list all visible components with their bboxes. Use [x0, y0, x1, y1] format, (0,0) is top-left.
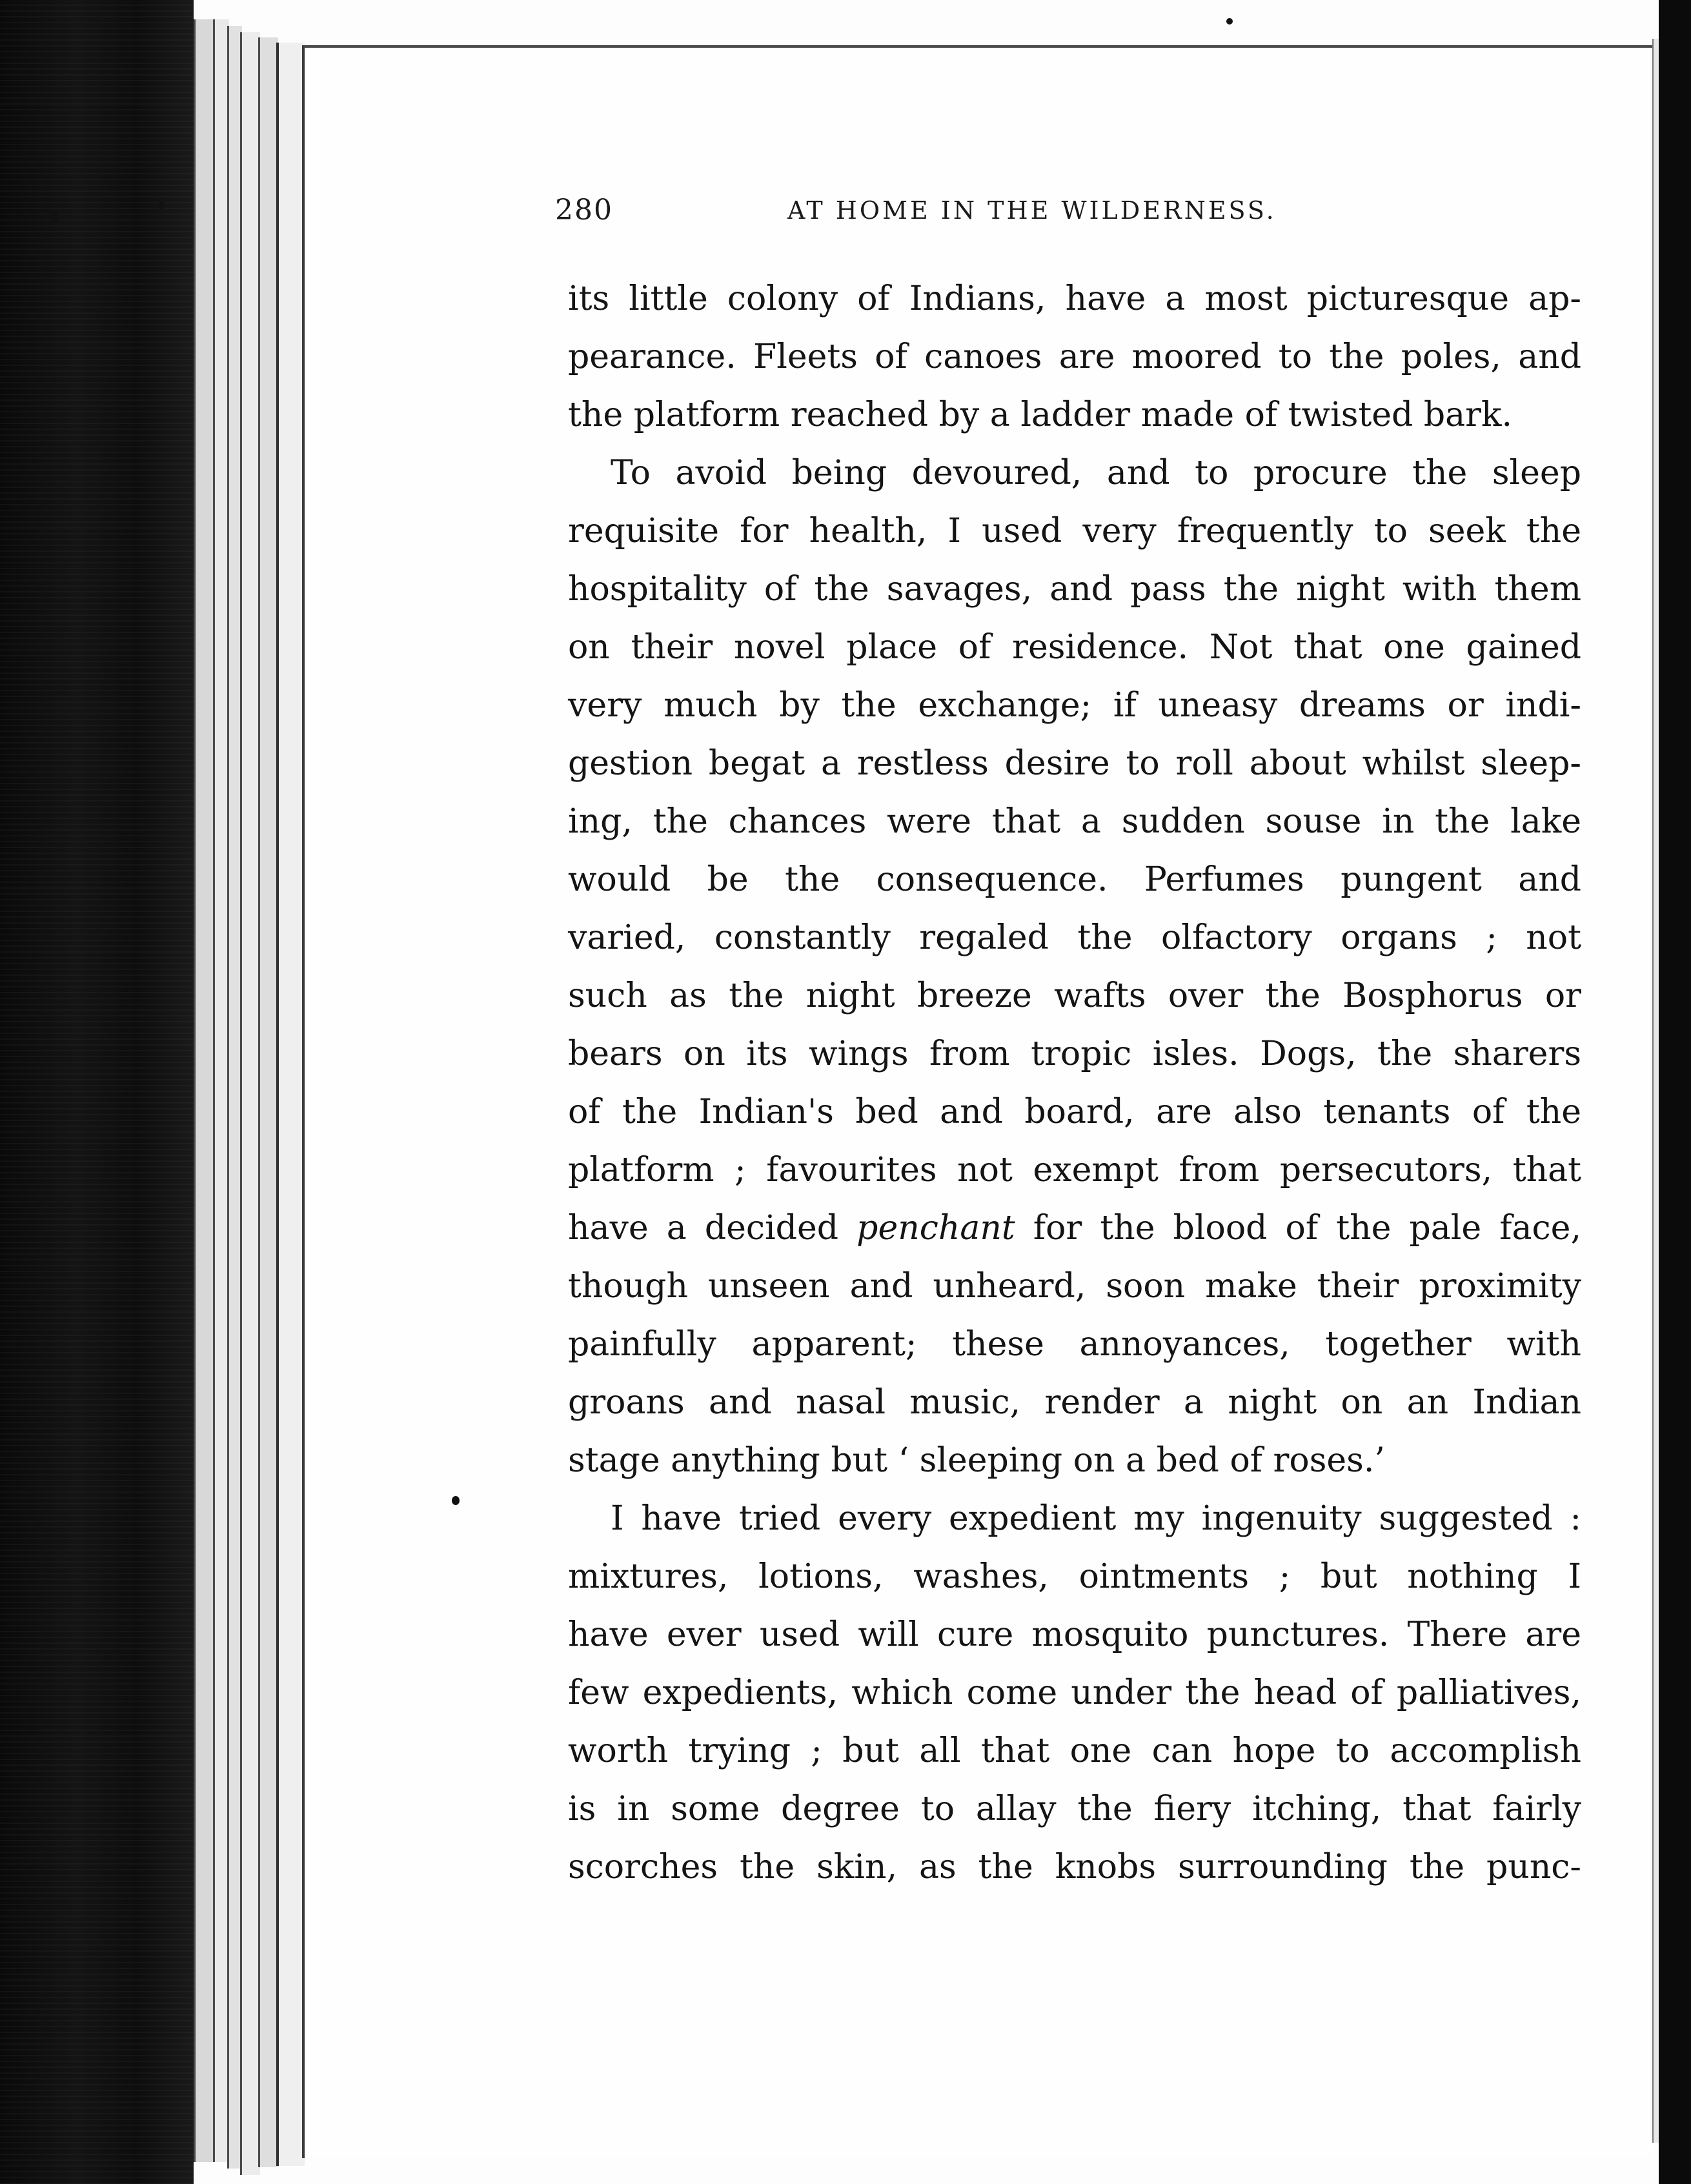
ink-speck [452, 1496, 460, 1505]
text-line: the platform reached by a ladder made of twisted bark. [568, 396, 1513, 434]
text-run: have a decided [568, 1209, 857, 1248]
text-line: worth trying ; but all that one can hope to accomplish [568, 1732, 1581, 1770]
text-line: bears on its wings from tropic isles. Dogs, the sharers [568, 1035, 1581, 1073]
scan-right-border [1659, 0, 1691, 2184]
binding-texture [0, 0, 194, 2184]
text-line: such as the night breeze wafts over the Bosphorus or [568, 976, 1581, 1015]
text-line: requisite for health, I used very frequently to seek the [568, 512, 1581, 551]
text-line: scorches the skin, as the knobs surrounding the punc- [568, 1848, 1581, 1886]
text-line: gestion begat a restless desire to roll about whilst sleep- [568, 744, 1581, 783]
text-line-with-italic [568, 1199, 1581, 1257]
text-line: would be the consequence. Perfumes pungent and [568, 860, 1581, 899]
running-header [555, 194, 1362, 239]
text-line: To avoid being devoured, and to procure the sleep [611, 454, 1581, 492]
text-line: very much by the exchange; if uneasy dreams or indi- [568, 686, 1581, 725]
ink-speck [50, 213, 59, 222]
running-title: AT HOME IN THE WILDERNESS. [787, 196, 1277, 225]
text-line: pearance. Fleets of canoes are moored to the poles, and [568, 338, 1581, 376]
text-line: is in some degree to allay the fiery itching, that fairly [568, 1790, 1581, 1828]
text-line: on their novel place of residence. Not that one gained [568, 628, 1581, 667]
text-line: its little colony of Indians, have a most picturesque ap- [568, 279, 1581, 318]
text-line: hospitality of the savages, and pass the night with them [568, 570, 1581, 609]
ink-speck [158, 201, 165, 209]
page-edge [276, 43, 305, 2166]
page-edge [240, 32, 260, 2175]
body-text [568, 270, 1581, 1896]
text-line: few expedients, which come under the head of palliatives, [568, 1673, 1581, 1712]
text-line: though unseen and unheard, soon make their proximity [568, 1267, 1581, 1306]
text-line: of the Indian's bed and board, are also tenants of the [568, 1093, 1581, 1131]
text-run: for the blood of the pale face, [1015, 1209, 1581, 1248]
ink-speck [1226, 18, 1233, 25]
page-number: 280 [555, 194, 613, 227]
text-line: ing, the chances were that a sudden souse in the lake [568, 802, 1581, 841]
text-line: I have tried every expedient my ingenuity suggested : [611, 1499, 1581, 1538]
page-edge [258, 37, 278, 2167]
page-edge [194, 19, 215, 2162]
text-line: have ever used will cure mosquito punctures. There are [568, 1615, 1581, 1654]
text-line: varied, constantly regaled the olfactory organs ; not [568, 918, 1581, 957]
text-line: stage anything but ‘ sleeping on a bed of roses.’ [568, 1441, 1385, 1480]
text-line: groans and nasal music, render a night on an Indian [568, 1383, 1581, 1422]
italic-word: penchant [856, 1209, 1015, 1248]
text-line: mixtures, lotions, washes, ointments ; but nothing I [568, 1557, 1581, 1596]
text-line: painfully apparent; these annoyances, together with [568, 1325, 1581, 1364]
text-line: platform ; favourites not exempt from persecutors, that [568, 1151, 1581, 1189]
